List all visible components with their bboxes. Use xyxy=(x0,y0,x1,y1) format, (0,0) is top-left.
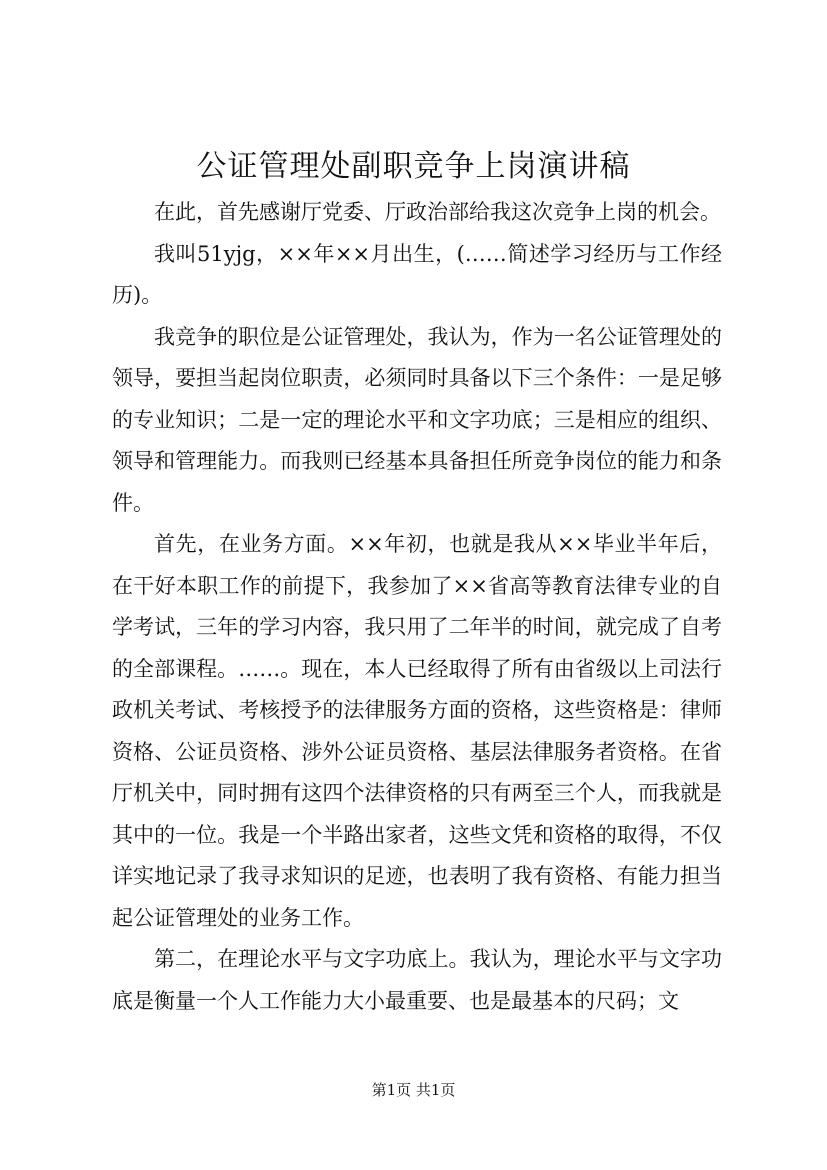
paragraph-2: 我叫51yjg，××年××月出生，(……简述学习经历与工作经历)。 xyxy=(112,241,722,307)
paragraph-3: 我竞争的职位是公证管理处，我认为，作为一名公证管理处的领导，要担当起岗位职责，必须同时具备以下三个条件：一是足够的专业知识；二是一定的理论水平和文字功底；三是相应的组织、领导和管理能力。而我则已经基本具备担任所竞争岗位的能力和条件。 xyxy=(112,324,722,515)
document-title: 公证管理处副职竞争上岗演讲稿 xyxy=(196,149,631,184)
paragraph-4: 首先，在业务方面。××年初，也就是我从××毕业半年后，在干好本职工作的前提下，我参加了××省高等教育法律专业的自学考试，三年的学习内容，我只用了二年半的时间，就完成了自考的全部课程。……。现在，本人已经取得了所有由省级以上司法行政机关考试、考核授予的法律服务方面的资格，这些资格是：律师资格、公证员资格、涉外公证员资格、基层法律服务者资格。在省厅机关中，同时拥有这四个法律资格的只有两至三个人，而我就是其中的一位。我是一个半路出家者，这些文凭和资格的取得，不仅详实地记录了我寻求知识的足迹，也表明了我有资格、有能力担当起公证管理处的业务工作。 xyxy=(112,532,722,930)
paragraph-1: 在此，首先感谢厅党委、厅政治部给我这次竞争上岗的机会。 xyxy=(154,200,721,224)
paragraph-5: 第二，在理论水平与文字功底上。我认为，理论水平与文字功底是衡量一个人工作能力大小最重要、也是最基本的尺码；文 xyxy=(112,947,722,1013)
document-body xyxy=(112,192,722,1022)
page-number-footer: 第1页 共1页 xyxy=(371,1081,456,1099)
